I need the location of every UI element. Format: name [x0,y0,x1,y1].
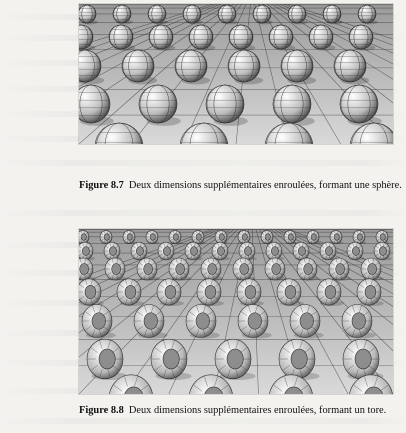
torus-grid-illustration [79,229,393,394]
figure-caption-text: Deux dimensions supplémentaires enroulées, formant un tore. [128,405,387,416]
figure-caption-text: Deux dimensions supplémentaires enroulées, formant une sphère. [128,180,402,191]
figure-sphere-grid [79,4,393,144]
figure-torus-grid [79,229,393,394]
sphere-grid-illustration [79,4,393,144]
figure-label: Figure 8.8 [79,405,124,416]
figure-caption [79,180,402,191]
figure-label: Figure 8.7 [79,180,124,191]
figure-caption [79,405,399,416]
